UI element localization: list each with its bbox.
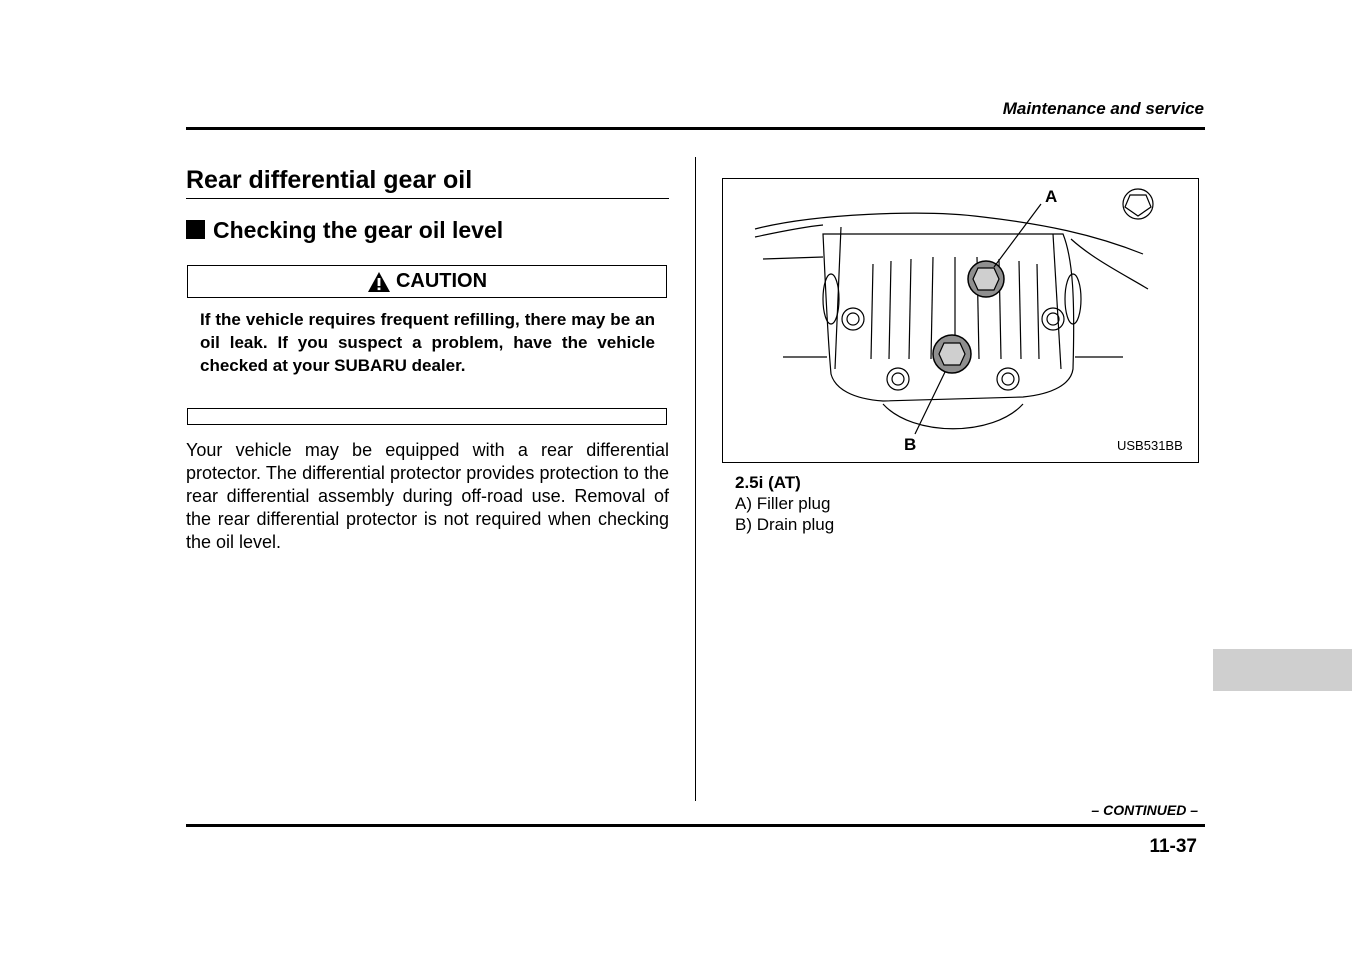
label-a: A xyxy=(1045,187,1058,206)
caution-text: If the vehicle requires frequent refilling, there may be an oil leak. If you suspect a problem, have the vehicle checked at your SUBARU dealer. xyxy=(200,310,655,375)
subsection-title xyxy=(186,216,503,244)
page-number: 11-37 xyxy=(1149,836,1197,857)
caution-header xyxy=(187,265,667,298)
footer-rule xyxy=(186,824,1205,827)
caption-item-filler: A) Filler plug xyxy=(735,494,831,513)
label-b: B xyxy=(904,435,917,454)
square-bullet-icon xyxy=(186,220,205,239)
continued-note: – CONTINUED – xyxy=(1091,802,1198,818)
subsection-title-text: Checking the gear oil level xyxy=(213,217,504,243)
caution-end-box xyxy=(187,408,667,425)
figure-code: USB531BB xyxy=(1117,438,1183,453)
figure-caption xyxy=(735,472,834,535)
running-header: Maintenance and service xyxy=(1002,99,1204,118)
section-title: Rear differential gear oil xyxy=(186,166,669,199)
warning-triangle-icon xyxy=(367,271,391,293)
chapter-tab xyxy=(1213,649,1352,691)
body-paragraph: Your vehicle may be equipped with a rear differential protector. The differential protector provides protection to the rear differential assembly during off-road use. Removal of the rear differential protector is not required when checking the oil level. xyxy=(186,440,669,552)
caption-title: 2.5i (AT) xyxy=(735,473,801,492)
caption-item-drain: B) Drain plug xyxy=(735,515,835,534)
column-divider xyxy=(695,157,696,801)
header-rule xyxy=(186,127,1205,130)
differential-illustration xyxy=(722,178,1199,463)
differential-drawing xyxy=(723,179,1198,462)
caution-label: CAUTION xyxy=(395,270,488,292)
